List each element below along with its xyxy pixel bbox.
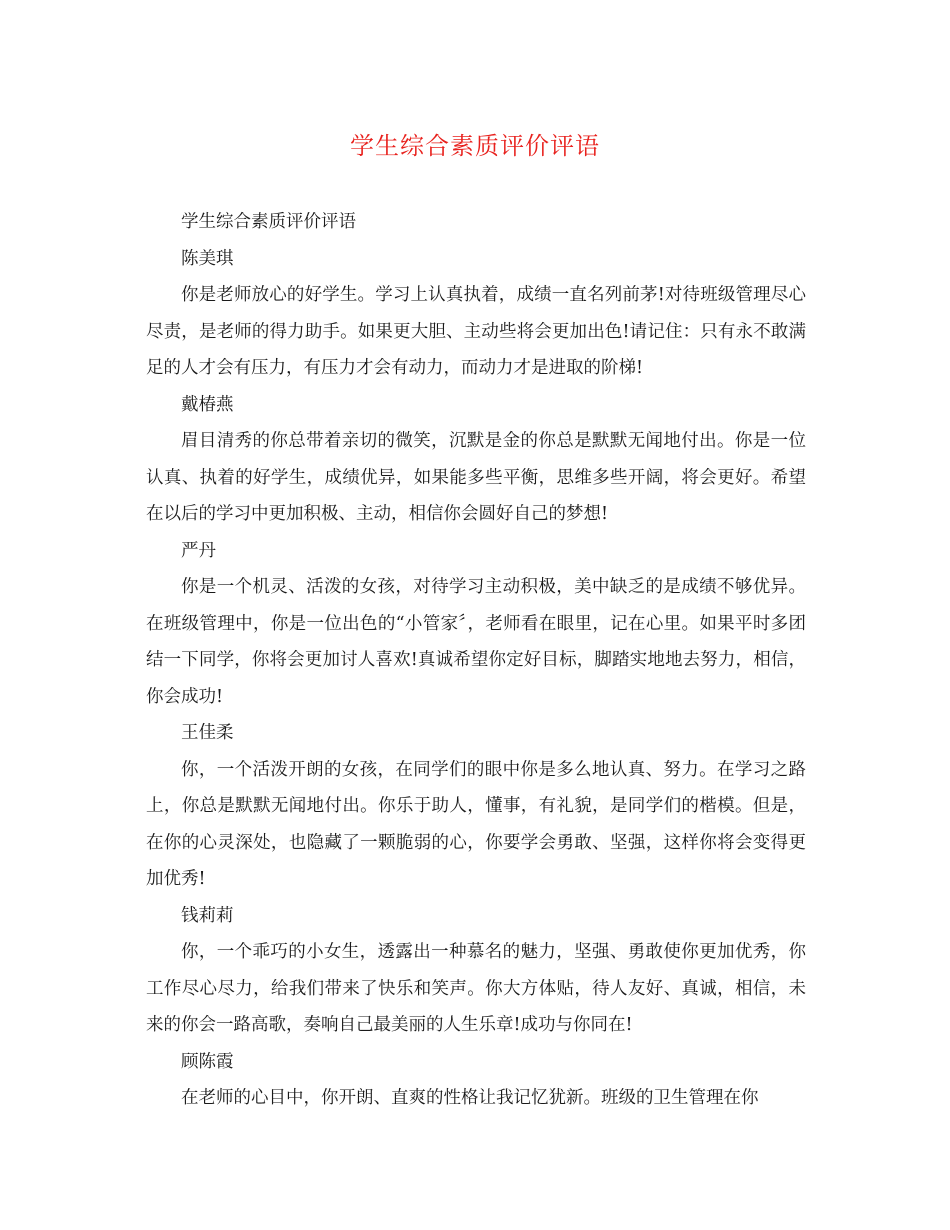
- document-body: [146, 204, 806, 1117]
- student-comment: 你是一个机灵、活泼的女孩，对待学习主动积极，美中缺乏的是成绩不够优异。在班级管理中，你是一位出色的“小管家〞，老师看在眼里，记在心里。如果平时多团结一下同学，你将会更加讨人喜欢!真诚希望你定好目标，脚踏实地地去努力，相信，你会成功!: [146, 577, 806, 707]
- student-comment: 你，一个活泼开朗的女孩，在同学们的眼中你是多么地认真、努力。在学习之路上，你总是默默无闻地付出。你乐于助人，懂事，有礼貌，是同学们的楷模。但是，在你的心灵深处，也隐藏了一颗脆弱的心，你要学会勇敢、坚强，这样你将会变得更加优秀!: [146, 759, 806, 889]
- student-comment: 眉目清秀的你总带着亲切的微笑，沉默是金的你总是默默无闻地付出。你是一位认真、执着的好学生，成绩优异，如果能多些平衡，思维多些开阔，将会更好。希望在以后的学习中更加积极、主动，相信你会圆好自己的梦想!: [146, 431, 806, 524]
- student-name: 陈美琪: [181, 248, 234, 269]
- student-comment: 你是老师放心的好学生。学习上认真执着，成绩一直名列前茅!对待班级管理尽心尽责，是老师的得力助手。如果更大胆、主动些将会更加出色!请记住：只有永不敢满足的人才会有压力，有压力才会有动力，而动力才是进取的阶梯!: [146, 285, 806, 378]
- section-heading: 学生综合素质评价评语: [181, 212, 356, 232]
- student-name: 钱莉莉: [181, 905, 234, 926]
- student-comment: 在老师的心目中，你开朗、直爽的性格让我记忆犹新。班级的卫生管理在你: [181, 1088, 759, 1108]
- student-name: 顾陈霞: [181, 1051, 234, 1072]
- student-comment: 你，一个乖巧的小女生，透露出一种慕名的魅力，坚强、勇敢使你更加优秀，你工作尽心尽力，给我们带来了快乐和笑声。你大方体贴，待人友好、真诚，相信，未来的你会一路高歌，奏响自己最美丽的人生乐章!成功与你同在!: [146, 942, 806, 1035]
- document-title: 学生综合素质评价评语: [350, 132, 600, 160]
- student-name: 戴椿燕: [181, 394, 234, 415]
- student-name: 严丹: [181, 540, 216, 561]
- student-name: 王佳柔: [181, 723, 234, 743]
